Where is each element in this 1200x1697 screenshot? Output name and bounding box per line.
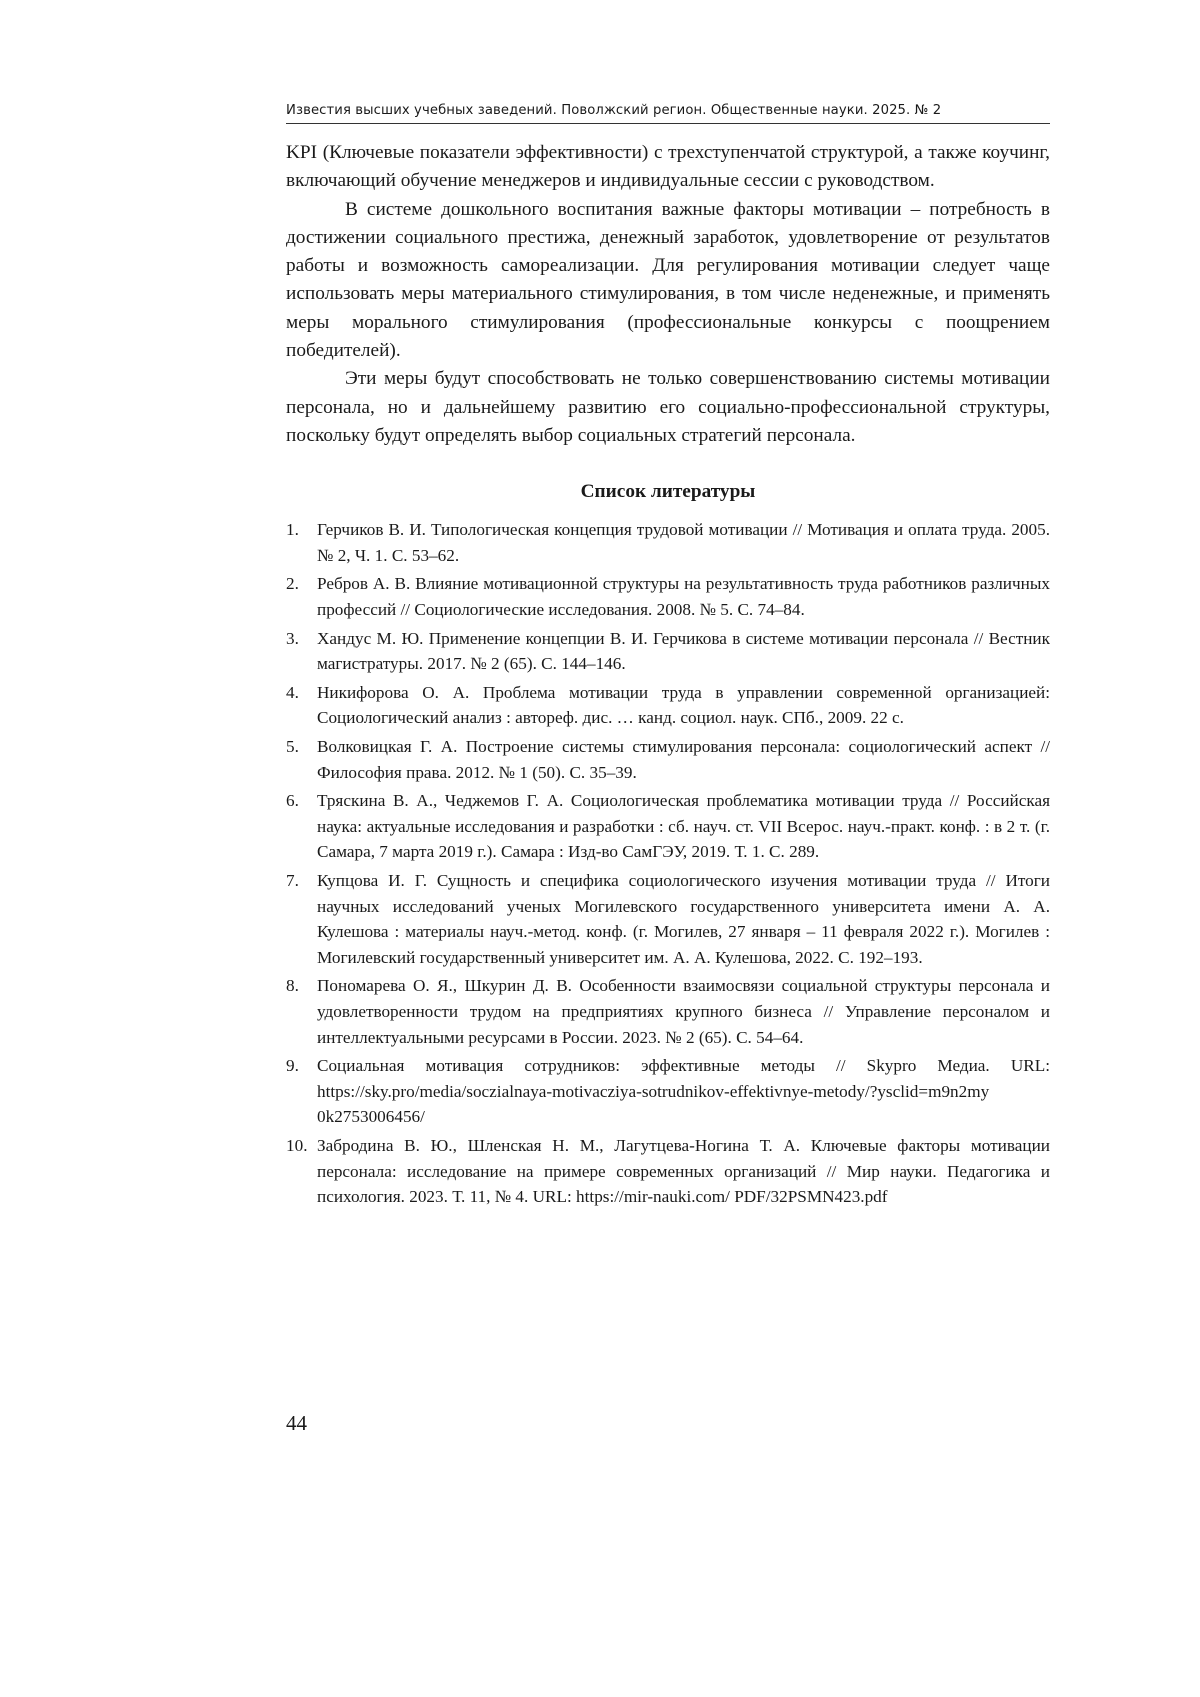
reference-number: 5. xyxy=(286,737,299,757)
reference-number: 9. xyxy=(286,1056,299,1076)
reference-number: 6. xyxy=(286,791,299,811)
reference-number: 2. xyxy=(286,574,299,594)
reference-number: 7. xyxy=(286,870,299,890)
reference-list xyxy=(286,517,1050,1209)
reference-text: Социальная мотивация сотрудников: эффективные методы // Skypro Медиа. URL: https://sky.pro/media/soczialnaya-motivacziya-sotrudnikov-effektivnye-metody/?ysclid=m9n2my 0k2753006456/ xyxy=(317,1056,1050,1127)
body-paragraph: KPI (Ключевые показатели эффективности) с трехступенчатой структурой, а также коучинг, включающий обучение менеджеров и индивидуальные сессии с руководством. xyxy=(286,142,1050,192)
reference-item xyxy=(286,517,1050,568)
page-number: 44 xyxy=(286,1411,307,1435)
reference-text: Герчиков В. И. Типологическая концепция трудовой мотивации // Мотивация и оплата труда. 2005. № 2, Ч. 1. С. 53–62. xyxy=(317,520,1050,565)
reference-item xyxy=(286,680,1050,731)
reference-text: Хандус М. Ю. Применение концепции В. И. Герчикова в системе мотивации персонала // Вестник магистратуры. 2017. № 2 (65). С. 144–146. xyxy=(317,628,1050,674)
reference-item xyxy=(286,626,1050,677)
reference-number: 1. xyxy=(286,520,299,540)
reference-number: 10. xyxy=(286,1135,308,1155)
references-heading: Список литературы xyxy=(580,481,756,503)
reference-text: Никифорова О. А. Проблема мотивации труда в управлении современной организацией: Социологический анализ : автореф. дис. … канд. социол. наук. СПб., 2009. 22 с. xyxy=(317,682,1050,728)
running-header xyxy=(286,103,1050,124)
reference-item xyxy=(286,788,1050,865)
reference-item xyxy=(286,1133,1050,1210)
reference-text: Тряскина В. А., Чеджемов Г. А. Социологическая проблематика мотивации труда // Российская наука: актуальные исследования и разработки : сб. науч. ст. VII Всерос. науч.-практ. конф. : в 2 т. (г. Самара, 7 марта 2019 г.). Самара : Изд-во СамГЭУ, 2019. Т. 1. С. 289. xyxy=(317,791,1050,862)
reference-number: 4. xyxy=(286,682,299,702)
reference-item xyxy=(286,1053,1050,1130)
reference-number: 8. xyxy=(286,976,299,996)
journal-title: Известия высших учебных заведений. Поволжский регион. Общественные науки. 2025. № 2 xyxy=(286,103,942,118)
reference-text: Купцова И. Г. Сущность и специфика социологического изучения мотивации труда // Итоги научных исследований ученых Могилевского государственного университета имени А. А. Кулешова : материалы науч.-метод. конф. (г. Могилев, 27 января – 11 февраля 2022 г.). Могилев : Могилевский государственный университет им. А. А. Кулешова, 2022. С. 192–193. xyxy=(317,870,1050,967)
reference-text: Забродина В. Ю., Шленская Н. М., Лагутцева-Ногина Т. А. Ключевые факторы мотивации персонала: исследование на примере современных организаций // Мир науки. Педагогика и психология. 2023. Т. 11, № 4. URL: https://mir-nauki.com/ PDF/32PSMN423.pdf xyxy=(317,1135,1050,1207)
reference-number: 3. xyxy=(286,628,299,648)
reference-text: Ребров А. В. Влияние мотивационной структуры на результативность труда работников различных профессий // Социологические исследования. 2008. № 5. С. 74–84. xyxy=(317,574,1050,620)
body-paragraph: Эти меры будут способствовать не только совершенствованию системы мотивации персонала, но и дальнейшему развитию его социально-профессиональной структуры, поскольку будут определять выбор социальных стратегий персонала. xyxy=(286,368,1050,446)
page-content xyxy=(286,139,1050,1213)
body-paragraph: В системе дошкольного воспитания важные факторы мотивации – потребность в достижении социального престижа, денежный заработок, удовлетворение от результатов работы и возможность самореализации. Для регулирования мотивации следует чаще использовать меры материального стимулирования, в том числе неденежные, и применять меры морального стимулирования (профессиональные конкурсы с поощрением победителей). xyxy=(286,198,1050,362)
reference-item xyxy=(286,868,1050,970)
reference-text: Волковицкая Г. А. Построение системы стимулирования персонала: социологический аспект // Философия права. 2012. № 1 (50). С. 35–39. xyxy=(317,737,1050,782)
reference-item xyxy=(286,571,1050,622)
reference-text: Пономарева О. Я., Шкурин Д. В. Особенности взаимосвязи социальной структуры персонала и удовлетворенности трудом на предприятиях крупного бизнеса // Управление персоналом и интеллектуальными ресурсами в России. 2023. № 2 (65). С. 54–64. xyxy=(317,976,1050,1047)
reference-item xyxy=(286,734,1050,785)
reference-item xyxy=(286,973,1050,1050)
